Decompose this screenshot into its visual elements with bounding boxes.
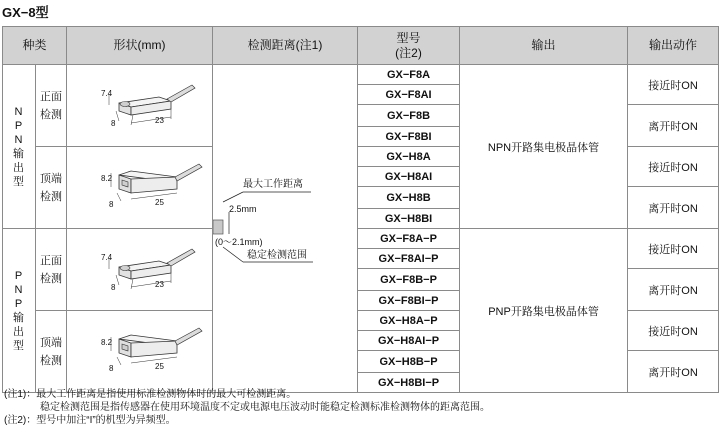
action-cell: 接近时ON — [628, 311, 719, 351]
subtype-label: 检测 — [40, 272, 62, 285]
header-output: 输出 — [460, 27, 628, 65]
output-pnp: PNP开路集电极晶体管 — [460, 229, 628, 393]
subtype-front — [36, 65, 67, 147]
model-cell: GX−H8AI−P — [358, 331, 460, 351]
group-char: N — [14, 105, 24, 118]
table-header-row — [3, 27, 719, 65]
footnote-1-text: 最大工作距离是指使用标准检测物体时的最大可检测距离。 — [36, 389, 297, 400]
dim-height: 8.2 — [101, 338, 113, 347]
dim-height: 7.4 — [101, 253, 113, 262]
footnote-2 — [4, 414, 490, 427]
action-cell: 离开时ON — [628, 269, 719, 311]
model-cell: GX−H8BI−P — [358, 373, 460, 393]
action-cell: 离开时ON — [628, 351, 719, 393]
table-row — [3, 229, 719, 249]
dim-length: 25 — [155, 198, 164, 207]
group-npn — [3, 65, 36, 229]
dim-length: 23 — [155, 280, 164, 289]
header-distance: 检测距离(注1) — [213, 27, 358, 65]
header-type: 种类 — [3, 27, 67, 65]
max-distance-label: 最大工作距离 — [243, 179, 304, 190]
subtype-label: 正面 — [40, 254, 62, 267]
model-cell: GX−H8A — [358, 147, 460, 167]
dim-width: 8 — [109, 200, 114, 209]
stable-range-label: 稳定检测范围 — [247, 250, 308, 261]
group-pnp — [3, 229, 36, 393]
footnote-1 — [4, 388, 490, 401]
group-char: P — [14, 269, 24, 282]
model-cell: GX−H8B — [358, 187, 460, 209]
subtype-label: 顶端 — [40, 172, 62, 185]
footnote-2-text: 型号中加注“I”的机型为异频型。 — [36, 415, 176, 426]
group-char: 型 — [13, 339, 25, 352]
group-char: 输 — [13, 311, 25, 324]
action-cell: 接近时ON — [628, 229, 719, 269]
model-cell: GX−F8A−P — [358, 229, 460, 249]
header-model-line2: (注2) — [395, 45, 422, 60]
distance-cell — [213, 65, 358, 393]
dim-height: 8.2 — [101, 174, 113, 183]
subtype-label: 顶端 — [40, 336, 62, 349]
max-distance-value: 2.5mm — [229, 204, 257, 214]
model-cell: GX−H8B−P — [358, 351, 460, 373]
group-char: N — [14, 283, 24, 296]
model-cell: GX−F8B−P — [358, 269, 460, 291]
shape-drawing-cell — [67, 311, 213, 393]
model-cell: GX−H8A−P — [358, 311, 460, 331]
dim-length: 23 — [155, 116, 164, 125]
stable-range-value: (0～2.1mm) — [215, 237, 263, 247]
model-cell: GX−F8BI — [358, 127, 460, 147]
model-cell: GX−F8BI−P — [358, 291, 460, 311]
subtype-label: 检测 — [40, 108, 62, 121]
model-cell: GX−F8AI−P — [358, 249, 460, 269]
header-shape: 形状(mm) — [67, 27, 213, 65]
model-cell: GX−F8A — [358, 65, 460, 85]
group-char: 型 — [13, 175, 25, 188]
subtype-top — [36, 311, 67, 393]
shape-drawing-cell — [67, 65, 213, 147]
group-char: 输 — [13, 147, 25, 160]
sensor-front-drawing — [67, 65, 213, 143]
subtype-top — [36, 147, 67, 229]
action-cell: 离开时ON — [628, 105, 719, 147]
footnote-1-label: (注1)： — [4, 389, 37, 400]
footnote-2-label: (注2)： — [4, 415, 37, 426]
shape-drawing-cell — [67, 147, 213, 229]
spec-table — [2, 26, 719, 393]
dim-width: 8 — [111, 119, 116, 128]
subtype-front — [36, 229, 67, 311]
model-cell: GX−F8B — [358, 105, 460, 127]
model-cell: GX−H8AI — [358, 167, 460, 187]
model-cell: GX−F8AI — [358, 85, 460, 105]
subtype-label: 检测 — [40, 354, 62, 367]
table-row — [3, 65, 719, 85]
subtype-label: 检测 — [40, 190, 62, 203]
dim-height: 7.4 — [101, 89, 113, 98]
model-cell: GX−H8BI — [358, 209, 460, 229]
sensor-top-drawing — [67, 311, 213, 389]
action-cell: 接近时ON — [628, 65, 719, 105]
footnotes — [4, 388, 490, 427]
page-title: GX−8型 — [2, 5, 49, 20]
dim-length: 25 — [155, 362, 164, 371]
output-npn: NPN开路集电极晶体管 — [460, 65, 628, 229]
footnote-1-line-2: 稳定检测范围是指传感器在使用环境温度不定或电源电压波动时能稳定检测标准检测物体的距离范围。 — [40, 402, 490, 413]
header-action: 输出动作 — [628, 27, 719, 65]
action-cell: 离开时ON — [628, 187, 719, 229]
header-model — [358, 27, 460, 65]
subtype-label: 正面 — [40, 90, 62, 103]
sensor-front-drawing — [67, 229, 213, 307]
distance-diagram — [213, 67, 358, 387]
group-char: P — [14, 297, 24, 310]
group-char: P — [14, 119, 24, 132]
group-char: 出 — [13, 325, 25, 338]
header-model-line1: 型号 — [396, 30, 421, 45]
dim-width: 8 — [111, 283, 116, 292]
dim-width: 8 — [109, 364, 114, 373]
shape-drawing-cell — [67, 229, 213, 311]
group-char: N — [14, 133, 24, 146]
action-cell: 接近时ON — [628, 147, 719, 187]
group-char: 出 — [13, 161, 25, 174]
sensor-top-drawing — [67, 147, 213, 225]
